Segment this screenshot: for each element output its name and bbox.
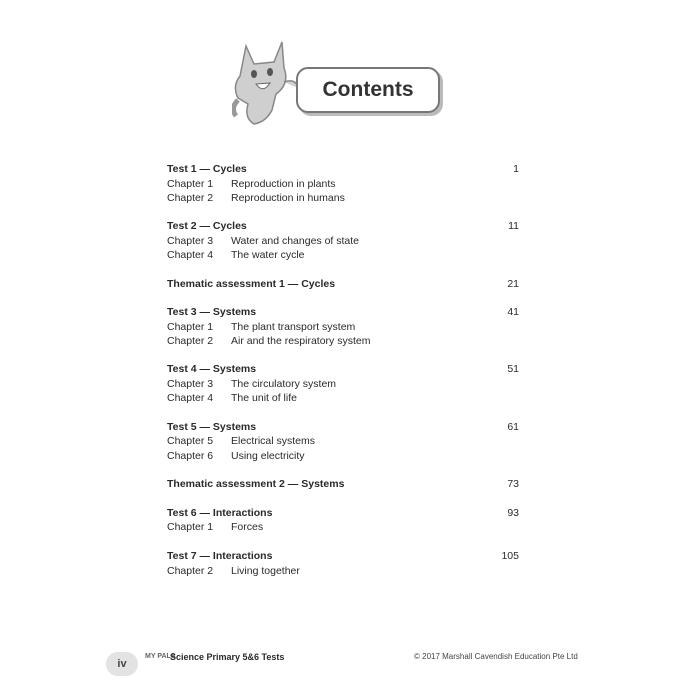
chapter-row: [167, 177, 519, 191]
chapter-title: Reproduction in plants: [231, 178, 336, 190]
page-ref: 41: [507, 306, 519, 318]
toc-entry: [167, 477, 519, 491]
chapter-title: Air and the respiratory system: [231, 335, 371, 347]
page-ref: 51: [507, 363, 519, 375]
chapter-number: Chapter 2: [167, 565, 214, 577]
entry-heading: Test 6 — Interactions: [167, 507, 273, 519]
chapter-title: Water and changes of state: [231, 235, 360, 247]
chapter-title: Living together: [231, 565, 300, 577]
entry-heading: Test 5 — Systems: [167, 421, 257, 433]
chapter-row: [167, 191, 519, 205]
entry-heading: Test 7 — Interactions: [167, 550, 273, 562]
page-ref: 93: [507, 507, 519, 519]
toc-entry: [167, 277, 519, 291]
chapter-row: [167, 334, 519, 348]
chapter-number: Chapter 6: [167, 450, 214, 462]
entry-heading: Test 1 — Cycles: [167, 163, 247, 175]
entry-heading: Test 2 — Cycles: [167, 220, 247, 232]
chapter-title: Forces: [231, 521, 264, 533]
page-number: iv: [106, 652, 138, 676]
toc-entry: [167, 305, 519, 319]
page-ref: 1: [513, 163, 519, 175]
toc-entry: [167, 420, 519, 434]
chapter-row: [167, 248, 519, 262]
chapter-title: The water cycle: [231, 249, 305, 261]
chapter-number: Chapter 1: [167, 521, 214, 533]
toc-entry: [167, 549, 519, 563]
chapter-number: Chapter 3: [167, 235, 214, 247]
chapter-title: The plant transport system: [231, 321, 356, 333]
copyright: © 2017 Marshall Cavendish Education Pte Ltd: [414, 652, 578, 661]
page-ref: 21: [507, 278, 519, 290]
chapter-number: Chapter 5: [167, 435, 214, 447]
toc-entry: [167, 162, 519, 176]
chapter-number: Chapter 2: [167, 192, 214, 204]
page-ref: 105: [501, 550, 519, 562]
chapter-row: [167, 320, 519, 334]
chapter-row: [167, 434, 519, 448]
chapter-title: Reproduction in humans: [231, 192, 345, 204]
chapter-number: Chapter 4: [167, 392, 214, 404]
chapter-number: Chapter 1: [167, 321, 214, 333]
chapter-title: Using electricity: [231, 450, 305, 462]
chapter-number: Chapter 3: [167, 378, 214, 390]
chapter-number: Chapter 2: [167, 335, 214, 347]
chapter-title: The circulatory system: [231, 378, 337, 390]
chapter-row: [167, 564, 519, 578]
chapter-row: [167, 234, 519, 248]
page-ref: 11: [508, 220, 519, 232]
chapter-number: Chapter 4: [167, 249, 214, 261]
chapter-title: The unit of life: [231, 392, 297, 404]
chapter-row: [167, 520, 519, 534]
toc-entry: [167, 362, 519, 376]
page-title: Contents: [296, 67, 440, 113]
my-pals-logo: MY PALS: [145, 653, 176, 660]
page-ref: 73: [507, 478, 519, 490]
chapter-row: [167, 377, 519, 391]
chapter-row: [167, 449, 519, 463]
toc-entry: [167, 506, 519, 520]
toc-entry: [167, 219, 519, 233]
chapter-title: Electrical systems: [231, 435, 316, 447]
entry-heading: Thematic assessment 1 — Cycles: [167, 278, 336, 290]
entry-heading: Test 4 — Systems: [167, 363, 257, 375]
page-ref: 61: [507, 421, 519, 433]
chapter-row: [167, 391, 519, 405]
entry-heading: Thematic assessment 2 — Systems: [167, 478, 345, 490]
entry-heading: Test 3 — Systems: [167, 306, 257, 318]
series-title: Science Primary 5&6 Tests: [170, 652, 285, 662]
chapter-number: Chapter 1: [167, 178, 214, 190]
